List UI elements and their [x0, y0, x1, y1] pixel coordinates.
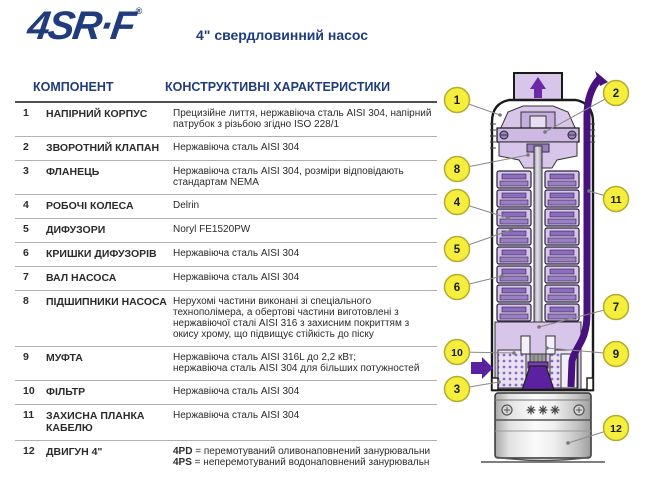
motor-bolt-icon: [574, 405, 584, 415]
callout-target-dot: [587, 189, 591, 193]
component-name: ФІЛЬТР: [46, 386, 86, 398]
pump-stage: [497, 304, 531, 321]
component-description: Нержавіюча сталь AISI 304: [173, 272, 300, 283]
motor-bolt-icon: [502, 405, 512, 415]
callout-target-dot: [500, 274, 504, 278]
component-description: 4PD = перемотуваний оливонаповнений занурювальни 4PS = неперемотуваний водонаповнений занурювальн: [173, 446, 431, 468]
column-header-characteristics: КОНСТРУКТИВНІ ХАРАКТЕРИСТИКИ: [165, 80, 391, 94]
row-number: 7: [23, 271, 29, 283]
page-subtitle: 4" свердловинний насос: [196, 27, 369, 43]
pump-stage: [545, 247, 579, 264]
component-description: Нержавіюча сталь AISI 304: [173, 142, 300, 153]
bearing-support-right: [546, 336, 555, 354]
table-row: [15, 440, 437, 474]
table-row: [15, 194, 437, 218]
table-row: [15, 160, 437, 194]
callout-number: 12: [610, 423, 622, 435]
row-number: 9: [23, 351, 29, 363]
flow-direction-arrow-shaft: [534, 89, 542, 98]
component-table: [15, 80, 437, 474]
column-header-component: КОМПОНЕНТ: [33, 80, 114, 94]
row-number: 1: [23, 107, 29, 119]
pump-stage: [545, 228, 579, 245]
registered-trademark-icon: ®: [135, 6, 143, 16]
component-name: МУФТА: [46, 352, 83, 364]
component-name: ДВИГУН 4": [46, 446, 103, 458]
bearing-support-left: [521, 336, 530, 354]
component-name: ПІДШИПНИКИ НАСОСА: [46, 296, 167, 308]
motor-vent-icon: [551, 406, 559, 414]
callout-number: 4: [453, 197, 461, 209]
callout-number: 3: [453, 384, 461, 396]
row-number: 6: [23, 247, 29, 259]
inlet-arrow-icon: [471, 357, 493, 379]
callout-target-dot: [497, 380, 501, 384]
component-description: Нержавіюча сталь AISI 304: [173, 386, 300, 397]
component-name: КРИШКИ ДИФУЗОРІВ: [46, 248, 157, 260]
callout-number: 8: [453, 164, 461, 176]
component-name: ФЛАНЕЦЬ: [46, 166, 100, 178]
callout-target-dot: [512, 351, 516, 355]
row-number: 11: [23, 409, 35, 421]
pump-stage: [497, 171, 531, 188]
motor: [495, 393, 591, 461]
component-name: НАПІРНИЙ КОРПУС: [46, 108, 148, 120]
callout-number: 7: [612, 302, 620, 314]
callout-number: 10: [451, 347, 463, 359]
component-name: ДИФУЗОРИ: [46, 224, 106, 236]
pump-stage: [545, 190, 579, 207]
component-table-body: [15, 103, 437, 474]
table-row: [15, 266, 437, 290]
table-header-row: [15, 80, 437, 103]
pump-stage: [545, 171, 579, 188]
check-valve: [497, 128, 579, 142]
callout-number: 9: [612, 349, 620, 361]
row-number: 3: [23, 165, 29, 177]
component-name: РОБОЧІ КОЛЕСА: [46, 200, 134, 212]
table-row: [15, 346, 437, 380]
callout-target-dot: [545, 346, 549, 350]
row-number: 4: [23, 199, 29, 211]
pump-stage: [497, 285, 531, 302]
component-description: Нержавіюча сталь AISI 304, розміри відповідають стандартам NEMA: [173, 166, 407, 188]
component-description: Нерухомі частини виконані зі спеціального технополімера, а обертові частини виготовлені з нержавіючої сталі AISI 316 з захисним покриттям з окису хрому, що підвищує стійкість до піску: [173, 296, 412, 340]
pump-stage: [497, 190, 531, 207]
row-number: 5: [23, 223, 29, 235]
table-row: [15, 242, 437, 266]
callout-target-dot: [543, 130, 547, 134]
callout-target-dot: [566, 441, 570, 445]
component-description: Нержавіюча сталь AISI 304: [173, 248, 300, 259]
callout-number: 1: [453, 95, 461, 107]
pump-stage: [497, 247, 531, 264]
callout-number: 11: [610, 194, 622, 206]
flange-lip-left: [492, 378, 498, 390]
callout-number: 6: [453, 282, 461, 294]
component-description: Delrin: [173, 200, 200, 211]
component-name: ВАЛ НАСОСА: [46, 272, 117, 284]
callout-target-dot: [506, 216, 510, 220]
table-row: [15, 290, 437, 346]
callout-target-dot: [498, 113, 502, 117]
component-description: Noryl FE1520PW: [173, 224, 251, 235]
pump-stage: [497, 228, 531, 245]
component-description: Прецизійне лиття, нержавіюча сталь AISI 304, напірний патрубок з різьбою згідно ISO 228/1: [173, 108, 435, 130]
component-description: Нержавіюча сталь AISI 304: [173, 410, 300, 421]
table-row: [15, 380, 437, 404]
brand-logo-text: 4SR·F: [24, 4, 137, 48]
table-row: [15, 404, 437, 440]
pump-stage: [545, 209, 579, 226]
table-row: [15, 136, 437, 160]
row-number: 10: [23, 385, 35, 397]
motor-vent-icon: [527, 406, 535, 414]
flange-lip-right: [587, 378, 593, 390]
callout-number: 2: [612, 88, 620, 100]
callout-target-dot: [509, 228, 513, 232]
pump-diagram-svg: [435, 58, 650, 487]
row-number: 8: [23, 295, 29, 307]
filter-mesh-left: [498, 350, 526, 388]
brand-logo: [24, 2, 143, 54]
pump-cutaway-diagram: [435, 58, 650, 487]
component-description: Нержавіюча сталь AISI 316L до 2,2 кВт; нержавіюча сталь AISI 304 для більших потужностей: [173, 352, 420, 374]
motor-vent-icon: [539, 406, 547, 414]
table-row: [15, 218, 437, 242]
component-name: ЗАХИСНА ПЛАНКА КАБЕЛЮ: [46, 410, 145, 434]
table-row: [15, 103, 437, 136]
callout-target-dot: [526, 153, 530, 157]
callout-number: 5: [453, 244, 461, 256]
pump-stage: [545, 285, 579, 302]
pump-stage: [497, 209, 531, 226]
component-name: ЗВОРОТНИЙ КЛАПАН: [46, 142, 160, 154]
pump-stage: [545, 266, 579, 283]
callout-target-dot: [537, 325, 541, 329]
row-number: 2: [23, 141, 29, 153]
row-number: 12: [23, 445, 35, 457]
